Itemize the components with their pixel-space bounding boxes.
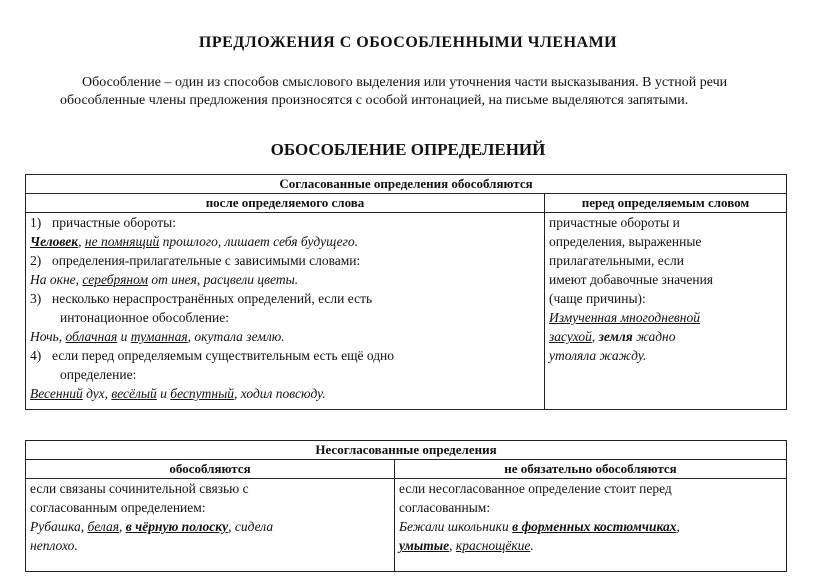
- agreed-header: Согласованные определения обособляются: [26, 175, 787, 194]
- intro-paragraph: [60, 74, 794, 110]
- isolated-line-1: если связаны сочинительной связью с: [30, 481, 249, 496]
- optional-line-2: согласованным:: [399, 500, 491, 515]
- isolated-line-2: согласованным определением:: [30, 500, 206, 515]
- col-isolated-header: обособляются: [26, 460, 395, 479]
- page-title: ПРЕДЛОЖЕНИЯ С ОБОСОБЛЕННЫМИ ЧЛЕНАМИ: [198, 34, 618, 51]
- section-title: ОБОСОБЛЕНИЕ ОПРЕДЕЛЕНИЙ: [270, 140, 546, 159]
- rule-4: 4) если перед определяемым существительным есть ещё одно: [30, 348, 395, 363]
- optional-cell: [395, 479, 787, 572]
- before-line-5: (чаще причины):: [549, 291, 646, 306]
- before-example-2: засухой, земля жадно: [549, 329, 676, 344]
- col-before-header: перед определяемым словом: [545, 194, 787, 213]
- before-line-2: определения, выраженные: [549, 234, 702, 249]
- optional-line-1: если несогласованное определение стоит перед: [399, 481, 672, 496]
- after-cell: [26, 213, 545, 410]
- isolated-cell: [26, 479, 395, 572]
- rule-3: 3) несколько нераспространённых определений, если есть: [30, 291, 373, 306]
- example-4: Весенний дух, весёлый и беспутный, ходил повсюду.: [30, 386, 326, 401]
- before-example-3: утоляла жажду.: [549, 348, 647, 363]
- rule-4-cont: определение:: [60, 367, 137, 382]
- rule-2: 2) определения-прилагательные с зависимыми словами:: [30, 253, 361, 268]
- nonagreed-header: Несогласованные определения: [26, 441, 787, 460]
- before-line-3: прилагательными, если: [549, 253, 684, 268]
- before-line-4: имеют добавочные значения: [549, 272, 714, 287]
- before-line-1: причастные обороты и: [549, 215, 680, 230]
- intro-text: Обособление – один из способов смыслового выделения или уточнения части высказывания. В устной речи обособленные члены предложения произносятся с особой интонацией, на письме выделяются запятыми.: [60, 75, 728, 108]
- rule-1: 1) причастные обороты:: [30, 215, 176, 230]
- agreed-definitions-table: [25, 174, 787, 410]
- example-1: Человек, не помнящий прошлого, лишает себя будущего.: [30, 234, 358, 249]
- rule-3-cont: интонационное обособление:: [60, 310, 229, 325]
- optional-example-cont: умытые, краснощёкие.: [399, 538, 534, 553]
- nonagreed-definitions-table: [25, 440, 787, 572]
- before-example-1: Измученная многодневной: [549, 310, 700, 325]
- before-cell: [545, 213, 787, 410]
- example-3: Ночь, облачная и туманная, окутала землю.: [30, 329, 285, 344]
- optional-example: Бежали школьники в форменных костюмчиках,: [399, 519, 680, 534]
- col-optional-header: не обязательно обособляются: [395, 460, 787, 479]
- isolated-example: Рубашка, белая, в чёрную полоску, сидела: [30, 519, 274, 534]
- isolated-example-cont: неплохо.: [30, 538, 78, 553]
- example-2: На окне, серебряном от инея, расцвели цветы.: [30, 272, 299, 287]
- col-after-header: после определяемого слова: [26, 194, 545, 213]
